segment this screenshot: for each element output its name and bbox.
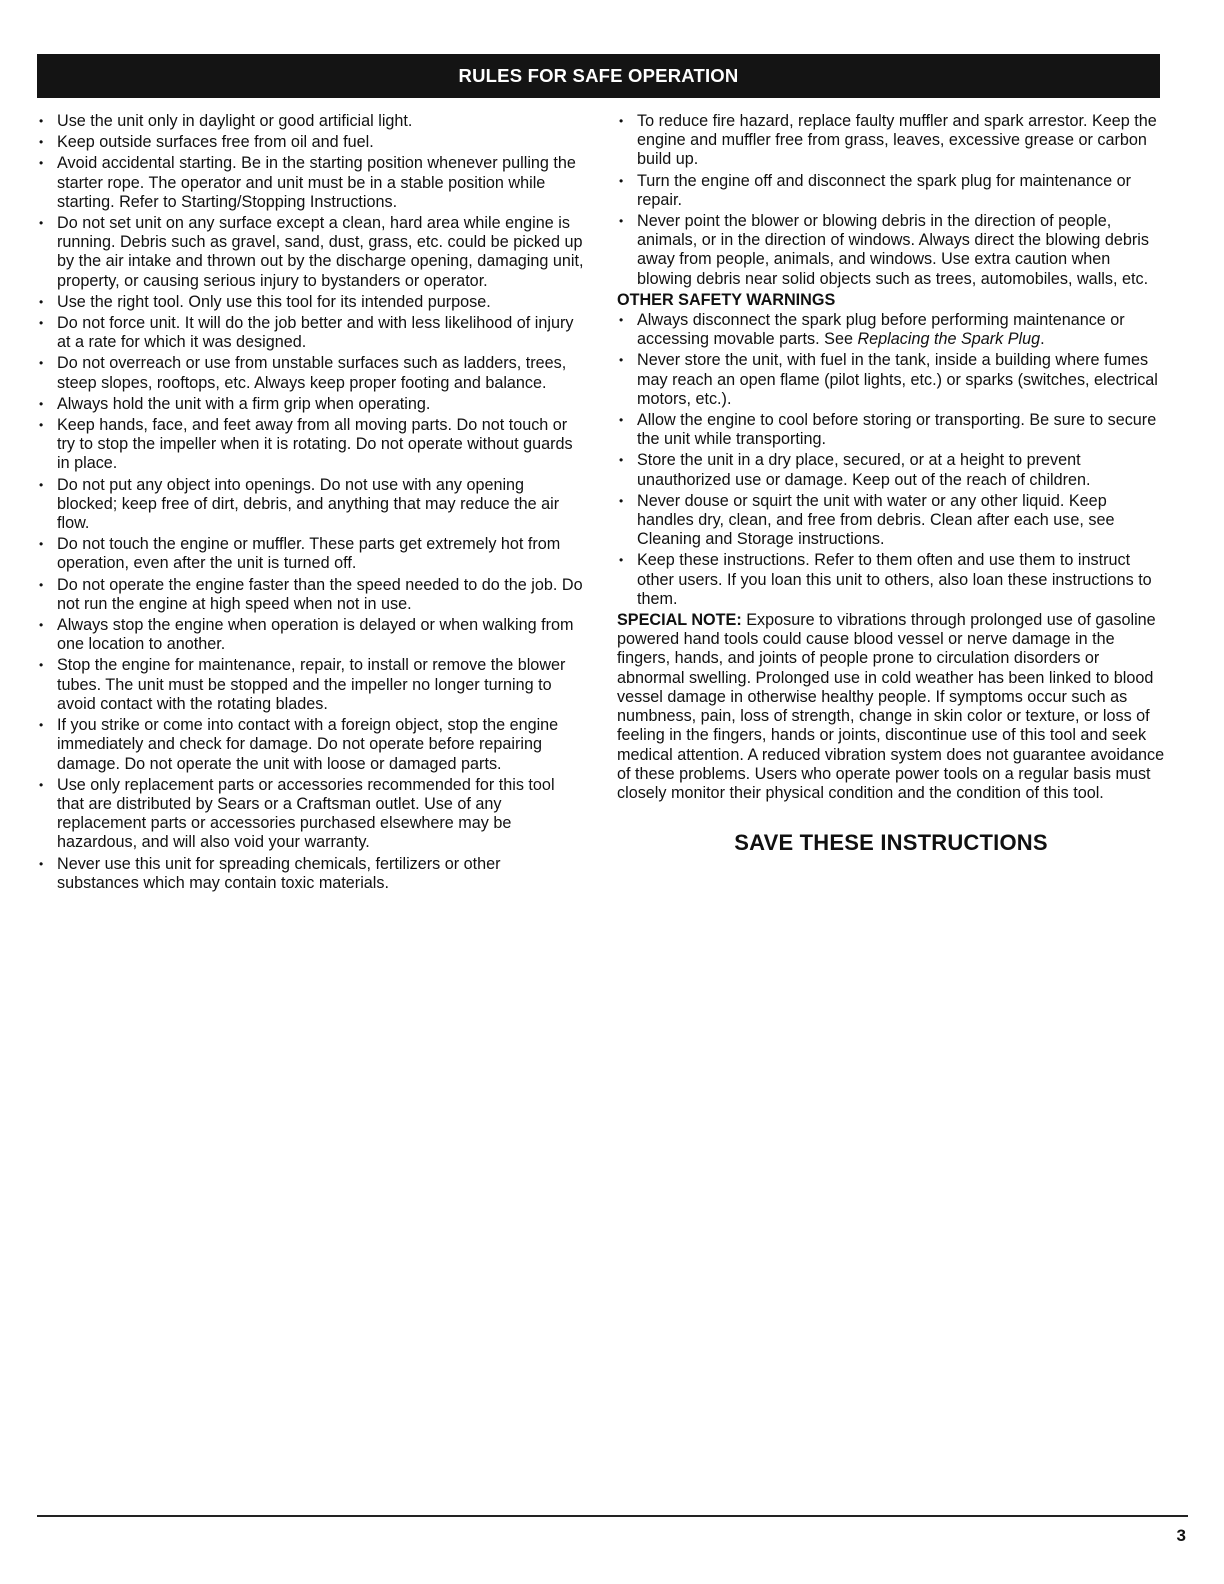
bullet-icon: •	[619, 214, 624, 229]
list-item: • Never point the blower or blowing debris in the direction of people, animals, or in the direction of windows. Always direct the blowing debris away from people, animals, and windows. Use extra caution when blowing debris near solid objects such as trees, automobiles, walls, etc.	[619, 212, 1149, 288]
list-item: • Use the right tool. Only use this tool for its intended purpose.	[39, 292, 491, 311]
bullet-icon: •	[39, 577, 44, 592]
list-item: • Do not force unit. It will do the job better and with less likelihood of injury at a rate for which it was designed.	[39, 314, 574, 352]
special-note	[617, 611, 1165, 803]
other-safety-warnings-heading: OTHER SAFETY WARNINGS	[617, 290, 836, 309]
special-note-label: SPECIAL NOTE:	[617, 611, 742, 630]
right-rules-list	[617, 112, 1165, 289]
list-item: • Do not overreach or use from unstable surfaces such as ladders, trees, steep slopes, rooftops, etc. Always keep proper footing and balance.	[39, 354, 567, 392]
bullet-icon: •	[39, 537, 44, 552]
bullet-icon: •	[39, 658, 44, 673]
list-item: • Always stop the engine when operation is delayed or when walking from one location to another.	[39, 616, 574, 654]
bullet-icon: •	[39, 396, 44, 411]
list-item: • To reduce fire hazard, replace faulty muffler and spark arrestor. Keep the engine and muffler free from grass, leaves, excessive grease or carbon build up.	[619, 112, 1157, 169]
list-item: • Keep these instructions. Refer to them often and use them to instruct other users. If you loan this unit to others, also loan these instructions to them.	[619, 551, 1152, 608]
bullet-icon: •	[619, 353, 624, 368]
left-rules-list	[37, 112, 585, 893]
bullet-icon: •	[619, 493, 624, 508]
bullet-icon: •	[39, 135, 44, 150]
bullet-icon: •	[39, 294, 44, 309]
bullet-icon: •	[39, 477, 44, 492]
bullet-icon: •	[39, 316, 44, 331]
spark-plug-reference: Replacing the Spark Plug	[857, 330, 1041, 349]
bullet-icon: •	[619, 114, 624, 128]
save-instructions-heading: SAVE THESE INSTRUCTIONS	[734, 830, 1048, 856]
page-number: 3	[1176, 1526, 1186, 1545]
bullet-icon: •	[39, 618, 44, 633]
list-item: • Stop the engine for maintenance, repair, to install or remove the blower tubes. The unit must be stopped and the impeller no longer turning to avoid contact with the rotating blades.	[39, 656, 566, 713]
special-note-text: Exposure to vibrations through prolonged use of gasoline powered hand tools could cause blood vessel or nerve damage in the fingers, hands, and joints of people prone to circulation disorders or abnormal swelling. Prolonged use in cold weather has been linked to blood vessel damage in otherwise healthy people. If symptoms occur such as numbness, pain, loss of strength, change in skin color or texture, or loss of feeling in the fingers, hands or joints, discontinue use of this tool and seek medical attention. A reduced vibration system does not guarantee avoidance of these problems. Users who operate power tools on a regular basis must closely monitor their physical condition and the condition of this tool.	[617, 611, 1165, 802]
right-column	[617, 112, 1165, 856]
list-item: • Avoid accidental starting. Be in the starting position whenever pulling the starter rope. The operator and unit must be in a stable position while starting. Refer to Starting/Stopping Instructions.	[39, 154, 576, 211]
other-warnings-list	[617, 311, 1165, 609]
list-item: • Always disconnect the spark plug before performing maintenance or accessing movable parts. See Replacing the Spark Plug.	[619, 311, 1125, 349]
bullet-icon: •	[619, 173, 624, 188]
bullet-icon: •	[39, 718, 44, 733]
list-item: • Do not operate the engine faster than the speed needed to do the job. Do not run the engine at high speed when not in use.	[39, 575, 583, 613]
list-item: • Never use this unit for spreading chemicals, fertilizers or other substances which may contain toxic materials.	[39, 854, 501, 892]
list-item: • Turn the engine off and disconnect the spark plug for maintenance or repair.	[619, 171, 1132, 209]
list-item: • Do not touch the engine or muffler. These parts get extremely hot from operation, even after the unit is turned off.	[39, 535, 561, 573]
section-header	[37, 54, 1160, 98]
list-item: • Allow the engine to cool before storing or transporting. Be sure to secure the unit while transporting.	[619, 411, 1157, 449]
footer-divider	[37, 1515, 1188, 1517]
bullet-icon: •	[619, 453, 624, 468]
list-item: • Always hold the unit with a firm grip when operating.	[39, 394, 431, 413]
list-item: • Do not set unit on any surface except a clean, hard area while engine is running. Debris such as gravel, sand, dust, grass, etc. could be picked up by the air intake and thrown out by the discharge opening, damaging unit, property, or causing serious injury to bystanders or operator.	[39, 214, 584, 290]
list-item: • Use the unit only in daylight or good artificial light.	[39, 112, 413, 130]
left-column	[37, 112, 585, 895]
bullet-icon: •	[39, 356, 44, 371]
list-item: • Store the unit in a dry place, secured, or at a height to prevent unauthorized use or damage. Keep out of the reach of children.	[619, 451, 1091, 489]
bullet-icon: •	[619, 313, 624, 328]
list-item: • If you strike or come into contact with a foreign object, stop the engine immediately and check for damage. Do not operate before repairing damage. Do not operate the unit with loose or damaged parts.	[39, 716, 559, 773]
list-item: • Use only replacement parts or accessories recommended for this tool that are distributed by Sears or a Craftsman outlet. Use of any replacement parts or accessories purchased elsewhere may be hazardous, and will also void your warranty.	[39, 775, 555, 852]
bullet-icon: •	[39, 216, 44, 231]
bullet-icon: •	[39, 114, 44, 128]
bullet-icon: •	[619, 413, 624, 428]
bullet-icon: •	[619, 553, 624, 568]
list-item: • Do not put any object into openings. Do not use with any opening blocked; keep free of dirt, debris, and anything that may reduce the air flow.	[39, 475, 560, 533]
bullet-icon: •	[39, 418, 44, 433]
list-item: • Keep outside surfaces free from oil and fuel.	[39, 133, 374, 152]
list-item: • Keep hands, face, and feet away from all moving parts. Do not touch or try to stop the impeller when it is rotating. Do not operate without guards in place.	[39, 416, 573, 473]
section-title: RULES FOR SAFE OPERATION	[458, 65, 739, 86]
bullet-icon: •	[39, 156, 44, 171]
list-item: • Never store the unit, with fuel in the tank, inside a building where fumes may reach an open flame (pilot lights, etc.) or sparks (switches, electrical motors, etc.).	[619, 351, 1158, 408]
list-item: • Never douse or squirt the unit with water or any other liquid. Keep handles dry, clean, and free from debris. Clean after each use, see Cleaning and Storage instructions.	[619, 491, 1115, 549]
bullet-icon: •	[39, 777, 44, 792]
bullet-icon: •	[39, 856, 44, 871]
